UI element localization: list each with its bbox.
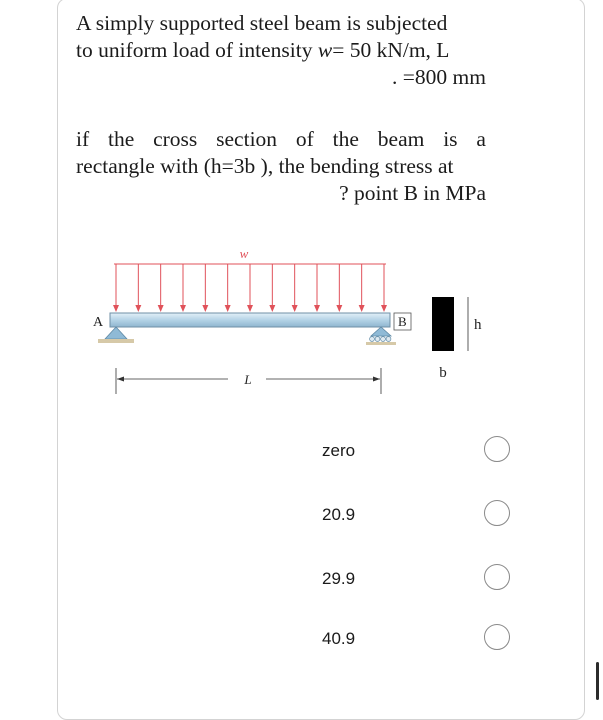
width-label: b [439, 365, 447, 381]
load-arrow-head [314, 305, 320, 312]
load-arrow-head [247, 305, 253, 312]
radio-button[interactable] [484, 564, 510, 590]
option-row[interactable] [0, 500, 603, 530]
load-arrow-head [158, 305, 164, 312]
pin-support-a [98, 327, 134, 343]
radio-button[interactable] [484, 624, 510, 650]
radio-button[interactable] [484, 436, 510, 462]
option-row[interactable] [0, 564, 603, 594]
load-arrow-head [359, 305, 365, 312]
load-arrow-head [225, 305, 231, 312]
option-label: zero [322, 441, 356, 460]
question-text-part2 [76, 126, 486, 207]
word: of [295, 127, 314, 151]
word: the [332, 127, 359, 151]
question-line-1: A simply supported steel beam is subjected [76, 11, 448, 35]
height-label: h [474, 317, 482, 333]
load-arrow-head [202, 305, 208, 312]
option-label: 29.9 [322, 569, 356, 588]
beam-diagram [80, 236, 500, 396]
beam [110, 313, 390, 327]
question-line-2 [76, 37, 486, 64]
distributed-load [113, 264, 387, 312]
word: the [107, 127, 135, 151]
load-arrow-head [381, 305, 387, 312]
word: section [216, 127, 278, 151]
span-label: L [244, 372, 252, 387]
word: cross [153, 127, 198, 151]
question-line-2a: to uniform load of intensity [76, 38, 318, 62]
question-line-5: rectangle with (h=3b ), the bending stress at [76, 154, 454, 178]
radio-button[interactable] [484, 500, 510, 526]
roller-support-b [366, 327, 396, 345]
option-label: 20.9 [322, 505, 356, 524]
word: if [76, 127, 90, 151]
support-a-label: A [93, 315, 104, 330]
word: is [443, 127, 458, 151]
question-line-4 [76, 126, 486, 153]
option-row[interactable] [0, 436, 603, 466]
cross-section [432, 297, 454, 351]
word: beam [377, 127, 425, 151]
load-arrow-head [336, 305, 342, 312]
load-symbol: w [317, 38, 333, 62]
option-row[interactable] [0, 624, 603, 654]
scrollbar-thumb[interactable] [596, 662, 599, 700]
load-arrow-head [135, 305, 141, 312]
question-line-2b: = 50 kN/m, L [332, 38, 450, 62]
question-line-3: . =800 mm [392, 65, 486, 89]
support-b-label: B [398, 314, 407, 329]
load-label: w [239, 246, 249, 261]
load-arrow-head [113, 305, 119, 312]
load-arrow-head [292, 305, 298, 312]
question-line-6: ? point B in MPa [339, 181, 486, 205]
option-label: 40.9 [322, 629, 356, 648]
load-arrow-head [180, 305, 186, 312]
load-arrow-head [269, 305, 275, 312]
question-text-part1 [76, 10, 486, 91]
word: a [476, 127, 486, 151]
